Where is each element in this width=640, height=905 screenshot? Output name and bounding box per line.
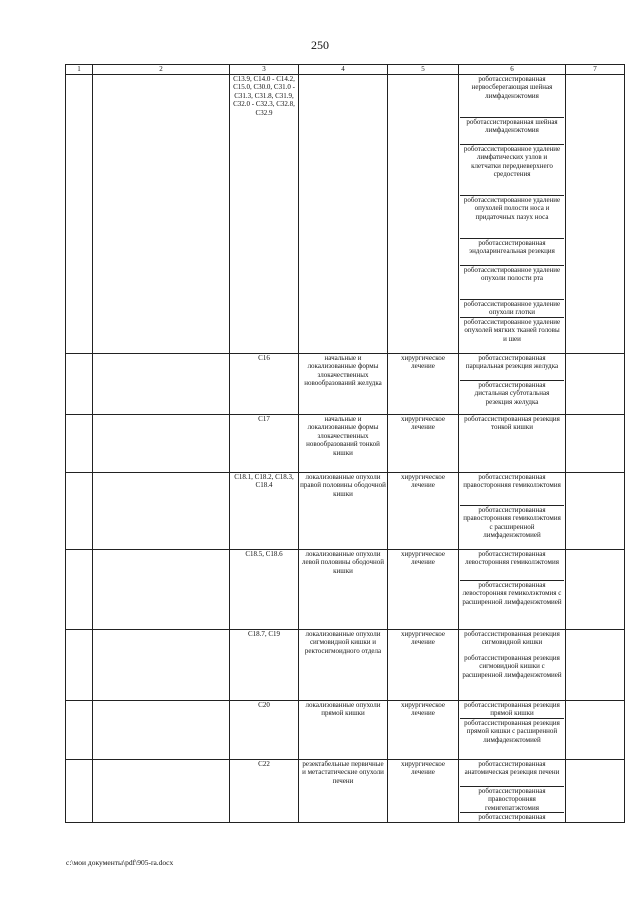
column-header-2: 2 (93, 65, 230, 75)
column-header-3: 3 (230, 65, 299, 75)
methods-cell (459, 760, 566, 823)
treatment-type: хирургическое лечение (388, 630, 459, 701)
procedures-table (65, 64, 625, 823)
methods-cell (459, 701, 566, 760)
column-header-6: 6 (459, 65, 566, 75)
condition-description: начальные и локализованные формы злокачественных новообразований желудка (299, 354, 388, 415)
methods-cell (459, 550, 566, 630)
method-item: роботассистированная шейная лимфаденэктомия (460, 118, 564, 145)
diagnosis-codes: C18.1, C18.2, C18.3, C18.4 (230, 473, 299, 550)
page-number: 250 (311, 38, 329, 52)
diagnosis-codes: C17 (230, 415, 299, 473)
method-item: роботассистированная резекция сигмовидной кишки с расширенной лимфаденэктомией (462, 654, 562, 679)
condition-description: локализованные опухоли прямой кишки (299, 701, 388, 760)
table-row (66, 473, 625, 550)
method-item: роботассистированная резекция тонкой кишки (464, 415, 560, 432)
column-header-5: 5 (388, 65, 459, 75)
method-item: роботассистированная правосторонняя гемиколэктомия с расширенной лимфаденэктомией (463, 506, 561, 540)
diagnosis-codes: C16 (230, 354, 299, 415)
diagnosis-codes: C13.9, C14.0 - C14.2, C15.0, C30.0, C31.0 - C31.3, C31.8, C31.9, C32.0 - C32.3, C32.8, C32.9 (230, 75, 299, 354)
column-header-1: 1 (66, 65, 93, 75)
condition-description: локализованные опухоли правой половины ободочной кишки (299, 473, 388, 550)
condition-description: локализованные опухоли левой половины ободочной кишки (299, 550, 388, 630)
diagnosis-codes: C20 (230, 701, 299, 760)
treatment-type: хирургическое лечение (388, 354, 459, 415)
condition-description (299, 75, 388, 354)
method-item: роботассистированная дистальная субтотальная резекция желудка (474, 381, 550, 406)
table-row (66, 415, 625, 473)
treatment-type: хирургическое лечение (388, 415, 459, 473)
diagnosis-codes: C18.7, C19 (230, 630, 299, 701)
method-item: роботассистированное удаление опухолей мягких тканей головы и шеи (463, 318, 561, 343)
method-item: роботассистированное удаление лимфатических узлов и клетчатки передневерхнего средостения (460, 145, 564, 196)
treatment-type: хирургическое лечение (388, 760, 459, 823)
table-row (66, 701, 625, 760)
condition-description: локализованные опухоли сигмовидной кишки и ректосигмоидного отдела (299, 630, 388, 701)
method-item: роботассистированная правосторонняя гемигепатэктомия (460, 787, 564, 813)
diagnosis-codes: C22 (230, 760, 299, 823)
table-row (66, 354, 625, 415)
method-item: роботассистированная парциальная резекция желудка (460, 354, 564, 381)
method-item: роботассистированное удаление опухоли глотки (460, 300, 564, 318)
methods-cell (459, 473, 566, 550)
method-item: роботассистированное удаление опухолей полости носа и придаточных пазух носа (460, 196, 564, 239)
column-header-4: 4 (299, 65, 388, 75)
methods-cell (459, 75, 566, 354)
method-item: роботассистированная нервосберегающая шейная лимфаденэктомия (460, 75, 564, 118)
methods-cell (459, 415, 566, 473)
diagnosis-codes: C18.5, C18.6 (230, 550, 299, 630)
treatment-type: хирургическое лечение (388, 473, 459, 550)
method-item: роботассистированная левосторонняя гемиколэктомия (460, 550, 564, 581)
method-item: роботассистированная резекция прямой кишки с расширенной лимфаденэктомией (464, 719, 560, 744)
document-path-footer: c:\мои документы\pdf\905-ra.docx (66, 858, 174, 867)
column-header-7: 7 (566, 65, 625, 75)
table-row (66, 760, 625, 823)
method-item: роботассистированное удаление опухоли полости рта (460, 266, 564, 300)
treatment-type (388, 75, 459, 354)
methods-cell (459, 630, 566, 701)
method-item: роботассистированная правосторонняя гемиколэктомия (460, 473, 564, 506)
treatment-type: хирургическое лечение (388, 701, 459, 760)
table-row (66, 630, 625, 701)
treatment-type: хирургическое лечение (388, 550, 459, 630)
table-row (66, 550, 625, 630)
condition-description: резектабельные первичные и метастатические опухоли печени (299, 760, 388, 823)
condition-description: начальные и локализованные формы злокачественных новообразований тонкой кишки (299, 415, 388, 473)
methods-cell (459, 354, 566, 415)
table-header-row (66, 65, 625, 75)
method-item: роботассистированная анатомическая резекция печени (460, 760, 564, 787)
method-item: роботассистированная резекция сигмовидной кишки (464, 630, 560, 647)
method-item: роботассистированная эндоларингеальная резекция (460, 239, 564, 266)
method-item: роботассистированная резекция прямой кишки (460, 701, 564, 719)
method-item: роботассистированная (478, 813, 546, 821)
table-row (66, 75, 625, 354)
method-item: роботассистированная левосторонняя гемиколэктомия с расширенной лимфаденэктомией (462, 581, 562, 606)
